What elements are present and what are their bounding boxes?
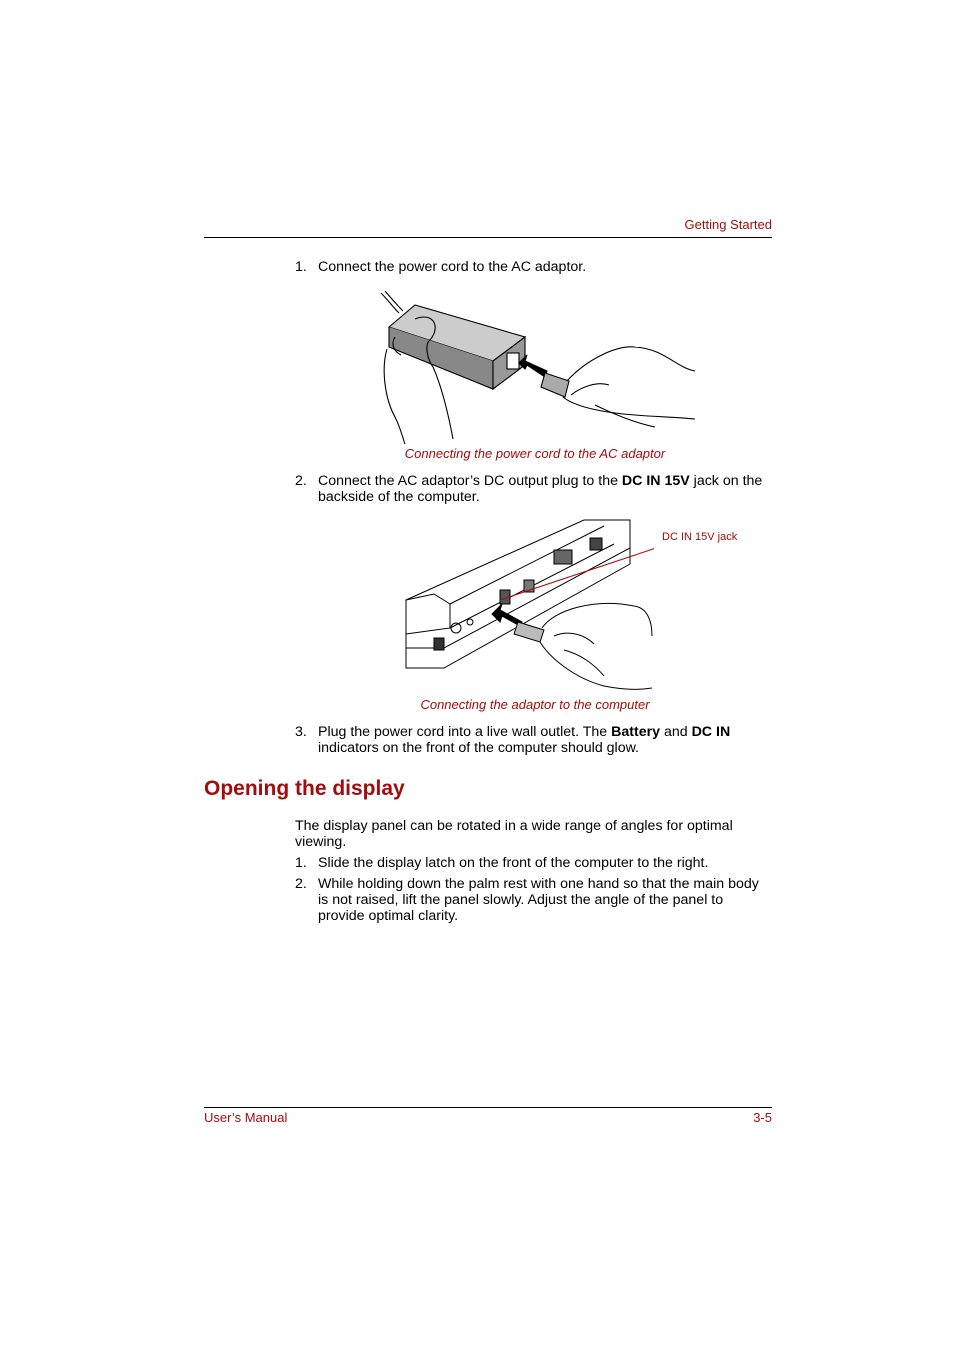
step-number: 2. xyxy=(295,876,307,892)
step-emphasis: DC IN 15V xyxy=(621,473,690,489)
section-intro xyxy=(295,818,775,850)
step-emphasis: Battery xyxy=(611,724,660,740)
adaptor-illustration xyxy=(375,289,700,444)
step-text: Connect the power cord to the AC adaptor. xyxy=(318,259,587,275)
page-number: 3-5 xyxy=(753,1110,772,1125)
step-text: Connect the AC adaptor’s DC output plug to the xyxy=(318,473,622,489)
section-heading: Opening the display xyxy=(204,777,405,800)
footer-rule xyxy=(204,1107,772,1108)
step-3 xyxy=(295,724,775,758)
step-text: and xyxy=(660,724,692,740)
footer-manual-title: User’s Manual xyxy=(204,1110,288,1125)
step-number: 1. xyxy=(295,259,307,275)
display-step-1 xyxy=(295,855,775,873)
step-2-line-2: backside of the computer. xyxy=(318,489,480,505)
step-2-line-1 xyxy=(318,473,778,489)
figure-power-cord-adaptor xyxy=(375,289,700,444)
step-emphasis: DC IN xyxy=(691,724,731,740)
dc-in-jack-callout: DC IN 15V jack xyxy=(662,531,738,543)
step-text: jack on the xyxy=(689,473,763,489)
step-line: provide optimal clarity. xyxy=(318,908,459,924)
figure-adaptor-computer xyxy=(404,518,654,693)
figure-1-caption: Connecting the power cord to the AC adaptor xyxy=(404,446,666,461)
step-number: 3. xyxy=(295,724,307,740)
running-header: Getting Started xyxy=(684,217,772,232)
step-1 xyxy=(295,259,775,277)
intro-line: The display panel can be rotated in a wide range of angles for optimal xyxy=(295,818,733,834)
step-line: While holding down the palm rest with one hand so that the main body xyxy=(318,876,759,892)
step-text: Plug the power cord into a live wall outlet. The xyxy=(318,724,612,740)
figure-2-caption: Connecting the adaptor to the computer xyxy=(420,697,650,712)
step-line: is not raised, lift the panel slowly. Adjust the angle of the panel to xyxy=(318,892,724,908)
intro-line: viewing. xyxy=(295,834,347,850)
step-number: 1. xyxy=(295,855,307,871)
step-number: 2. xyxy=(295,473,307,489)
step-3-line-1 xyxy=(318,724,778,740)
step-3-line-2: indicators on the front of the computer should glow. xyxy=(318,740,639,756)
display-step-2 xyxy=(295,876,775,928)
step-text: Slide the display latch on the front of the computer to the right. xyxy=(318,855,709,871)
step-2 xyxy=(295,473,775,507)
computer-backside-illustration xyxy=(404,518,654,693)
header-rule xyxy=(204,237,772,238)
